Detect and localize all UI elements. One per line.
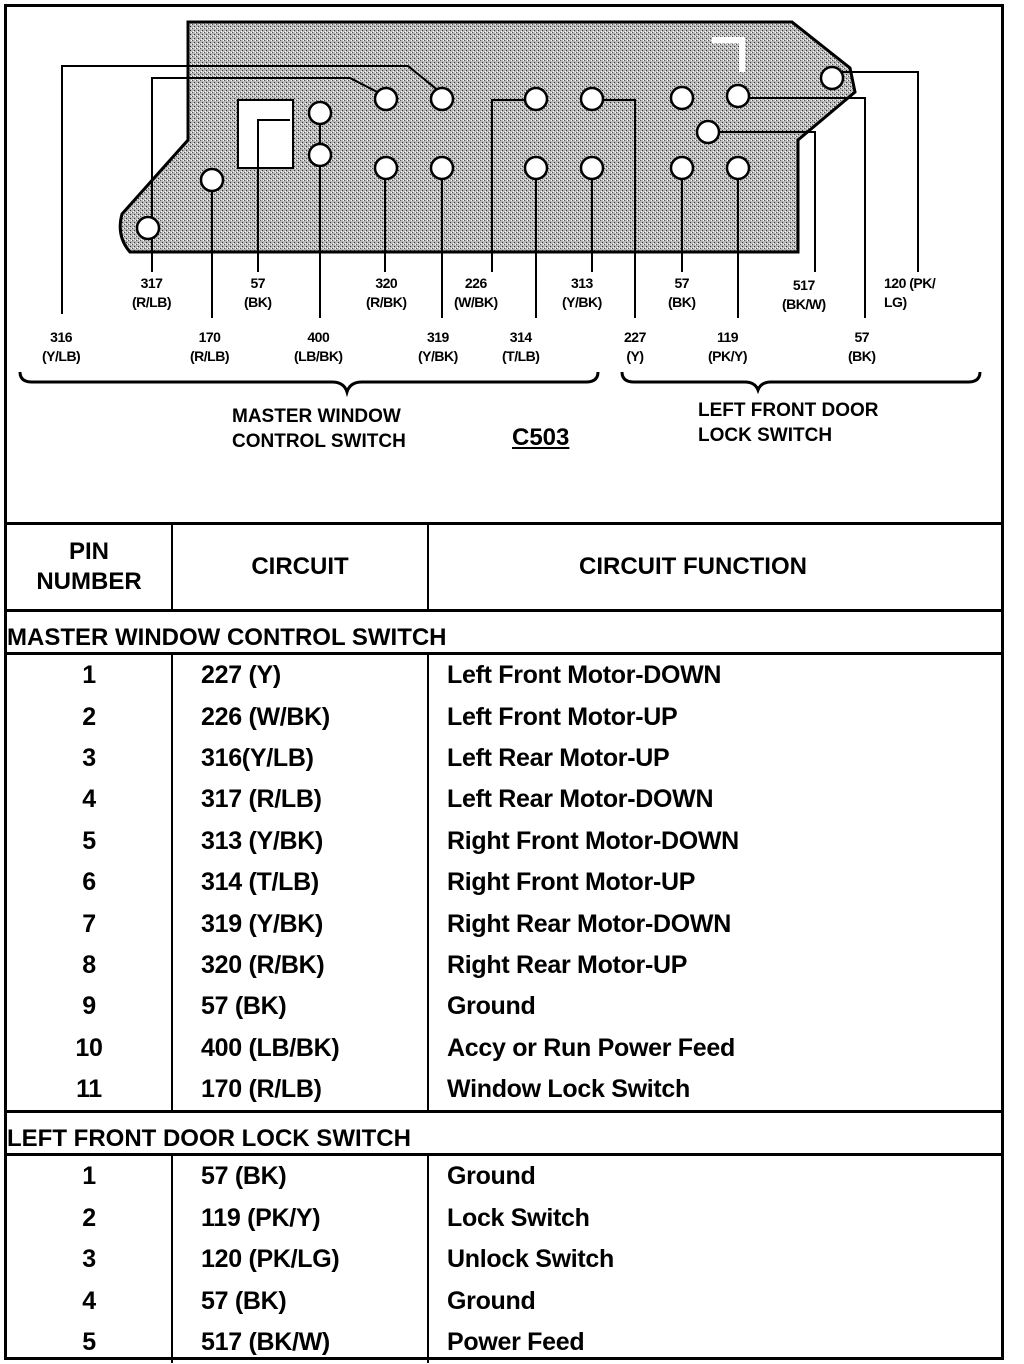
circuit: 320 (R/BK) xyxy=(172,945,428,986)
table-row xyxy=(7,1069,1004,1112)
circuit: 316(Y/LB) xyxy=(172,738,428,779)
wire-label-227: 227 (Y) xyxy=(624,329,646,364)
circuit: 170 (R/LB) xyxy=(172,1069,428,1112)
pin-circle xyxy=(137,217,159,239)
header-circuit-function: CIRCUIT FUNCTION xyxy=(428,524,1004,611)
pin-number: 10 xyxy=(7,1028,172,1069)
pin-number: 3 xyxy=(7,1239,172,1280)
circuit: 57 (BK) xyxy=(172,1155,428,1198)
circuit: 319 (Y/BK) xyxy=(172,903,428,944)
circuit-function: Right Front Motor-DOWN xyxy=(447,826,739,855)
pin-circle xyxy=(201,169,223,191)
circuit: 120 (PK/LG) xyxy=(172,1239,428,1280)
pin-circle xyxy=(581,88,603,110)
circuit: 314 (T/LB) xyxy=(172,862,428,903)
wire-label-57-b: 57 (BK) xyxy=(668,275,696,310)
wire-label-226: 226 (W/BK) xyxy=(454,275,498,310)
circuit: 119 (PK/Y) xyxy=(172,1198,428,1239)
wire-label-120: 120 (PK/ LG) xyxy=(884,275,936,310)
circuit: 227 (Y) xyxy=(172,654,428,697)
pin-number: 9 xyxy=(7,986,172,1027)
circuit-function: Window Lock Switch xyxy=(428,1069,1004,1112)
section-header-master xyxy=(7,611,1004,654)
pin-number: 4 xyxy=(7,779,172,820)
pin-circle xyxy=(671,87,693,109)
pin-number: 4 xyxy=(7,1280,172,1321)
circuit: 400 (LB/BK) xyxy=(172,1028,428,1069)
pin-circle xyxy=(581,157,603,179)
pin-circle xyxy=(821,67,843,89)
pin-number: 2 xyxy=(7,1198,172,1239)
wire-label-517: 517 (BK/W) xyxy=(782,277,826,312)
pin-circle xyxy=(671,157,693,179)
pin-circle xyxy=(727,85,749,107)
key-slot xyxy=(238,100,293,168)
table-row xyxy=(7,986,1004,1027)
circuit: 317 (R/LB) xyxy=(172,779,428,820)
pin-circle xyxy=(309,102,331,124)
pin-number: 2 xyxy=(7,696,172,737)
wire-label-57-a: 57 (BK) xyxy=(244,275,272,310)
table-row xyxy=(7,1028,1004,1069)
pin-number: 1 xyxy=(7,654,172,697)
table-row xyxy=(7,1155,1004,1198)
section-header-door xyxy=(7,1112,1004,1155)
table-row xyxy=(7,1239,1004,1280)
pin-circle xyxy=(375,88,397,110)
circuit-function: Right Rear Motor-DOWN xyxy=(447,909,731,938)
pin-circle xyxy=(431,157,453,179)
wire-label-400: 400 (LB/BK) xyxy=(294,329,343,364)
pin-circle xyxy=(697,121,719,143)
table-row xyxy=(7,696,1004,737)
circuit-function: Left Front Motor-UP xyxy=(447,702,678,731)
wire-label-170: 170 (R/LB) xyxy=(190,329,229,364)
pin-number: 11 xyxy=(7,1069,172,1112)
group-title-door: LEFT FRONT DOOR LOCK SWITCH xyxy=(698,400,879,446)
wire-label-313: 313 (Y/BK) xyxy=(562,275,602,310)
wire-label-57-c: 57 (BK) xyxy=(848,329,876,364)
header-pin-number: PIN NUMBER xyxy=(7,524,172,611)
pin-number: 5 xyxy=(7,1322,172,1363)
table-row xyxy=(7,945,1004,986)
table-row xyxy=(7,654,1004,697)
wire-label-314: 314 (T/LB) xyxy=(502,329,540,364)
pin-circle xyxy=(431,88,453,110)
wire-label-319: 319 (Y/BK) xyxy=(418,329,458,364)
wire-label-316: 316 (Y/LB) xyxy=(42,329,81,364)
circuit: 57 (BK) xyxy=(172,1280,428,1321)
circuit-function: Unlock Switch xyxy=(447,1245,614,1274)
circuit-function: Power Feed xyxy=(447,1328,585,1357)
pin-number: 5 xyxy=(7,821,172,862)
circuit-function: Left Front Motor-DOWN xyxy=(447,661,722,690)
header-circuit: CIRCUIT xyxy=(172,524,428,611)
pin-number: 7 xyxy=(7,903,172,944)
table-header xyxy=(7,524,1004,611)
connector-diagram xyxy=(0,0,1024,522)
wire-label-320: 320 (R/BK) xyxy=(366,275,407,310)
circuit-function: Ground xyxy=(447,992,536,1021)
pin-circle xyxy=(375,157,397,179)
pin-number: 6 xyxy=(7,862,172,903)
circuit-function: Left Rear Motor-UP xyxy=(447,743,670,772)
circuit-function: Left Rear Motor-DOWN xyxy=(447,785,714,814)
circuit: 517 (BK/W) xyxy=(172,1322,428,1363)
circuit-function: Ground xyxy=(447,1162,536,1191)
circuit-function: Ground xyxy=(447,1286,536,1315)
table-row xyxy=(7,862,1004,903)
table-row xyxy=(7,821,1004,862)
section-title: LEFT FRONT DOOR LOCK SWITCH xyxy=(7,1112,1004,1155)
pin-number: 1 xyxy=(7,1155,172,1198)
group-braces xyxy=(20,372,980,392)
section-title: MASTER WINDOW CONTROL SWITCH xyxy=(7,611,1004,654)
pin-circle xyxy=(525,88,547,110)
pin-number: 8 xyxy=(7,945,172,986)
pin-circle xyxy=(525,157,547,179)
connector-id: C503 xyxy=(512,424,570,451)
circuit-function: Right Front Motor-UP xyxy=(447,868,696,897)
table-row xyxy=(7,738,1004,779)
circuit-function: Right Rear Motor-UP xyxy=(447,950,688,979)
circuit: 57 (BK) xyxy=(172,986,428,1027)
table-row xyxy=(7,903,1004,944)
wire-label-317: 317 (R/LB) xyxy=(132,275,171,310)
wire-label-119: 119 (PK/Y) xyxy=(708,329,747,364)
table-row xyxy=(7,1198,1004,1239)
pin-number: 3 xyxy=(7,738,172,779)
pin-table xyxy=(7,522,1004,1363)
table-row xyxy=(7,779,1004,820)
table-row xyxy=(7,1322,1004,1363)
table-row xyxy=(7,1280,1004,1321)
group-title-master: MASTER WINDOW CONTROL SWITCH xyxy=(232,406,406,452)
circuit-function: Lock Switch xyxy=(447,1203,590,1232)
pin-circle xyxy=(727,157,749,179)
pin-circle xyxy=(309,144,331,166)
circuit-function: Accy or Run Power Feed xyxy=(447,1033,735,1062)
circuit: 226 (W/BK) xyxy=(172,696,428,737)
circuit: 313 (Y/BK) xyxy=(172,821,428,862)
